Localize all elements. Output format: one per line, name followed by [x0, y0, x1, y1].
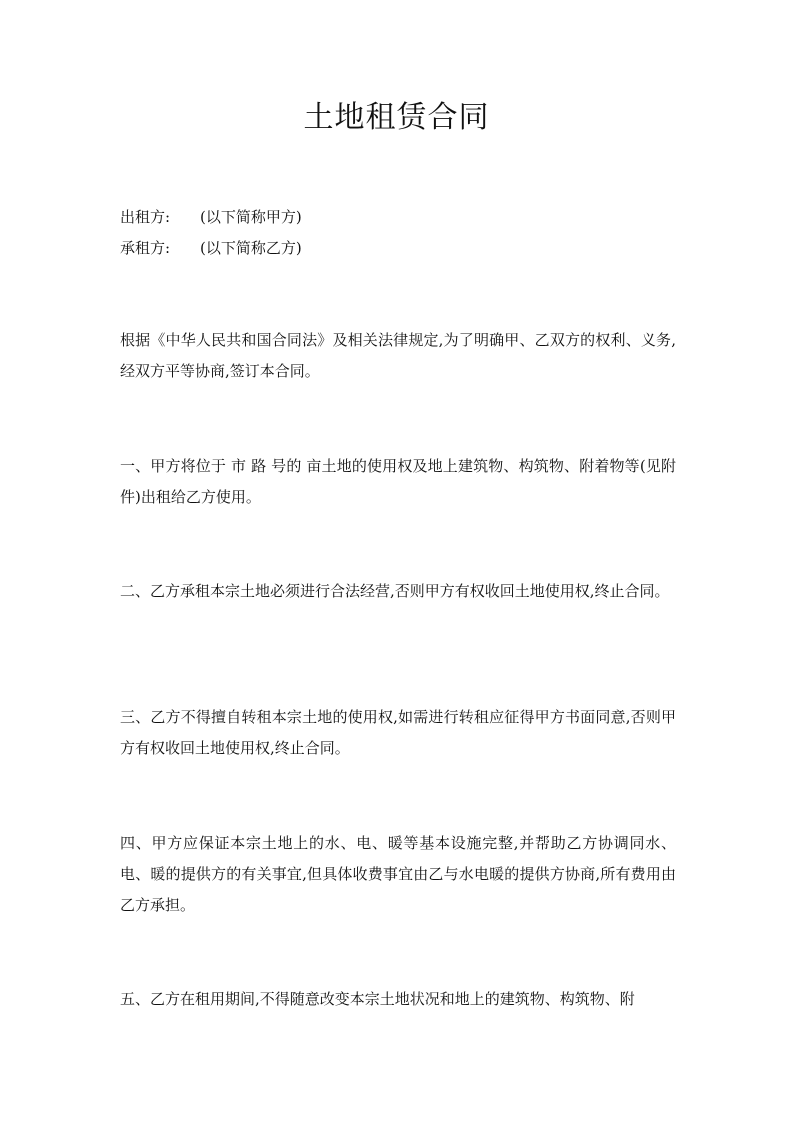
- party-label: 出租方:: [120, 208, 171, 226]
- intro-paragraph: 根据《中华人民共和国合同法》及相关法律规定,为了明确甲、乙双方的权利、义务,经双方平等协商,签订本合同。: [120, 331, 676, 380]
- party-lessee: [120, 237, 302, 259]
- party-label: 承租方:: [120, 239, 171, 257]
- party-lessor: [120, 206, 302, 228]
- clause-paragraph: 三、乙方不得擅自转租本宗土地的使用权,如需进行转租应征得甲方书面同意,否则甲方有权收回土地使用权,终止合同。: [120, 708, 676, 757]
- clause-paragraph: 二、乙方承租本宗土地必须进行合法经营,否则甲方有权收回土地使用权,终止合同。: [120, 582, 670, 600]
- document-title: 土地租赁合同: [303, 100, 490, 135]
- clause-paragraph: 一、甲方将位于 市 路 号的 亩土地的使用权及地上建筑物、构筑物、附着物等(见附件)出租给乙方使用。: [120, 457, 676, 506]
- clause-paragraph: 五、乙方在租用期间,不得随意改变本宗土地状况和地上的建筑物、构筑物、附: [120, 990, 635, 1008]
- clause-paragraph: 四、甲方应保证本宗土地上的水、电、暖等基本设施完整,并帮助乙方协调同水、电、暖的提供方的有关事宜,但具体收费事宜由乙与水电暖的提供方协商,所有费用由乙方承担。: [120, 834, 676, 914]
- party-note: (以下简称乙方): [200, 239, 302, 257]
- party-note: (以下简称甲方): [200, 208, 302, 226]
